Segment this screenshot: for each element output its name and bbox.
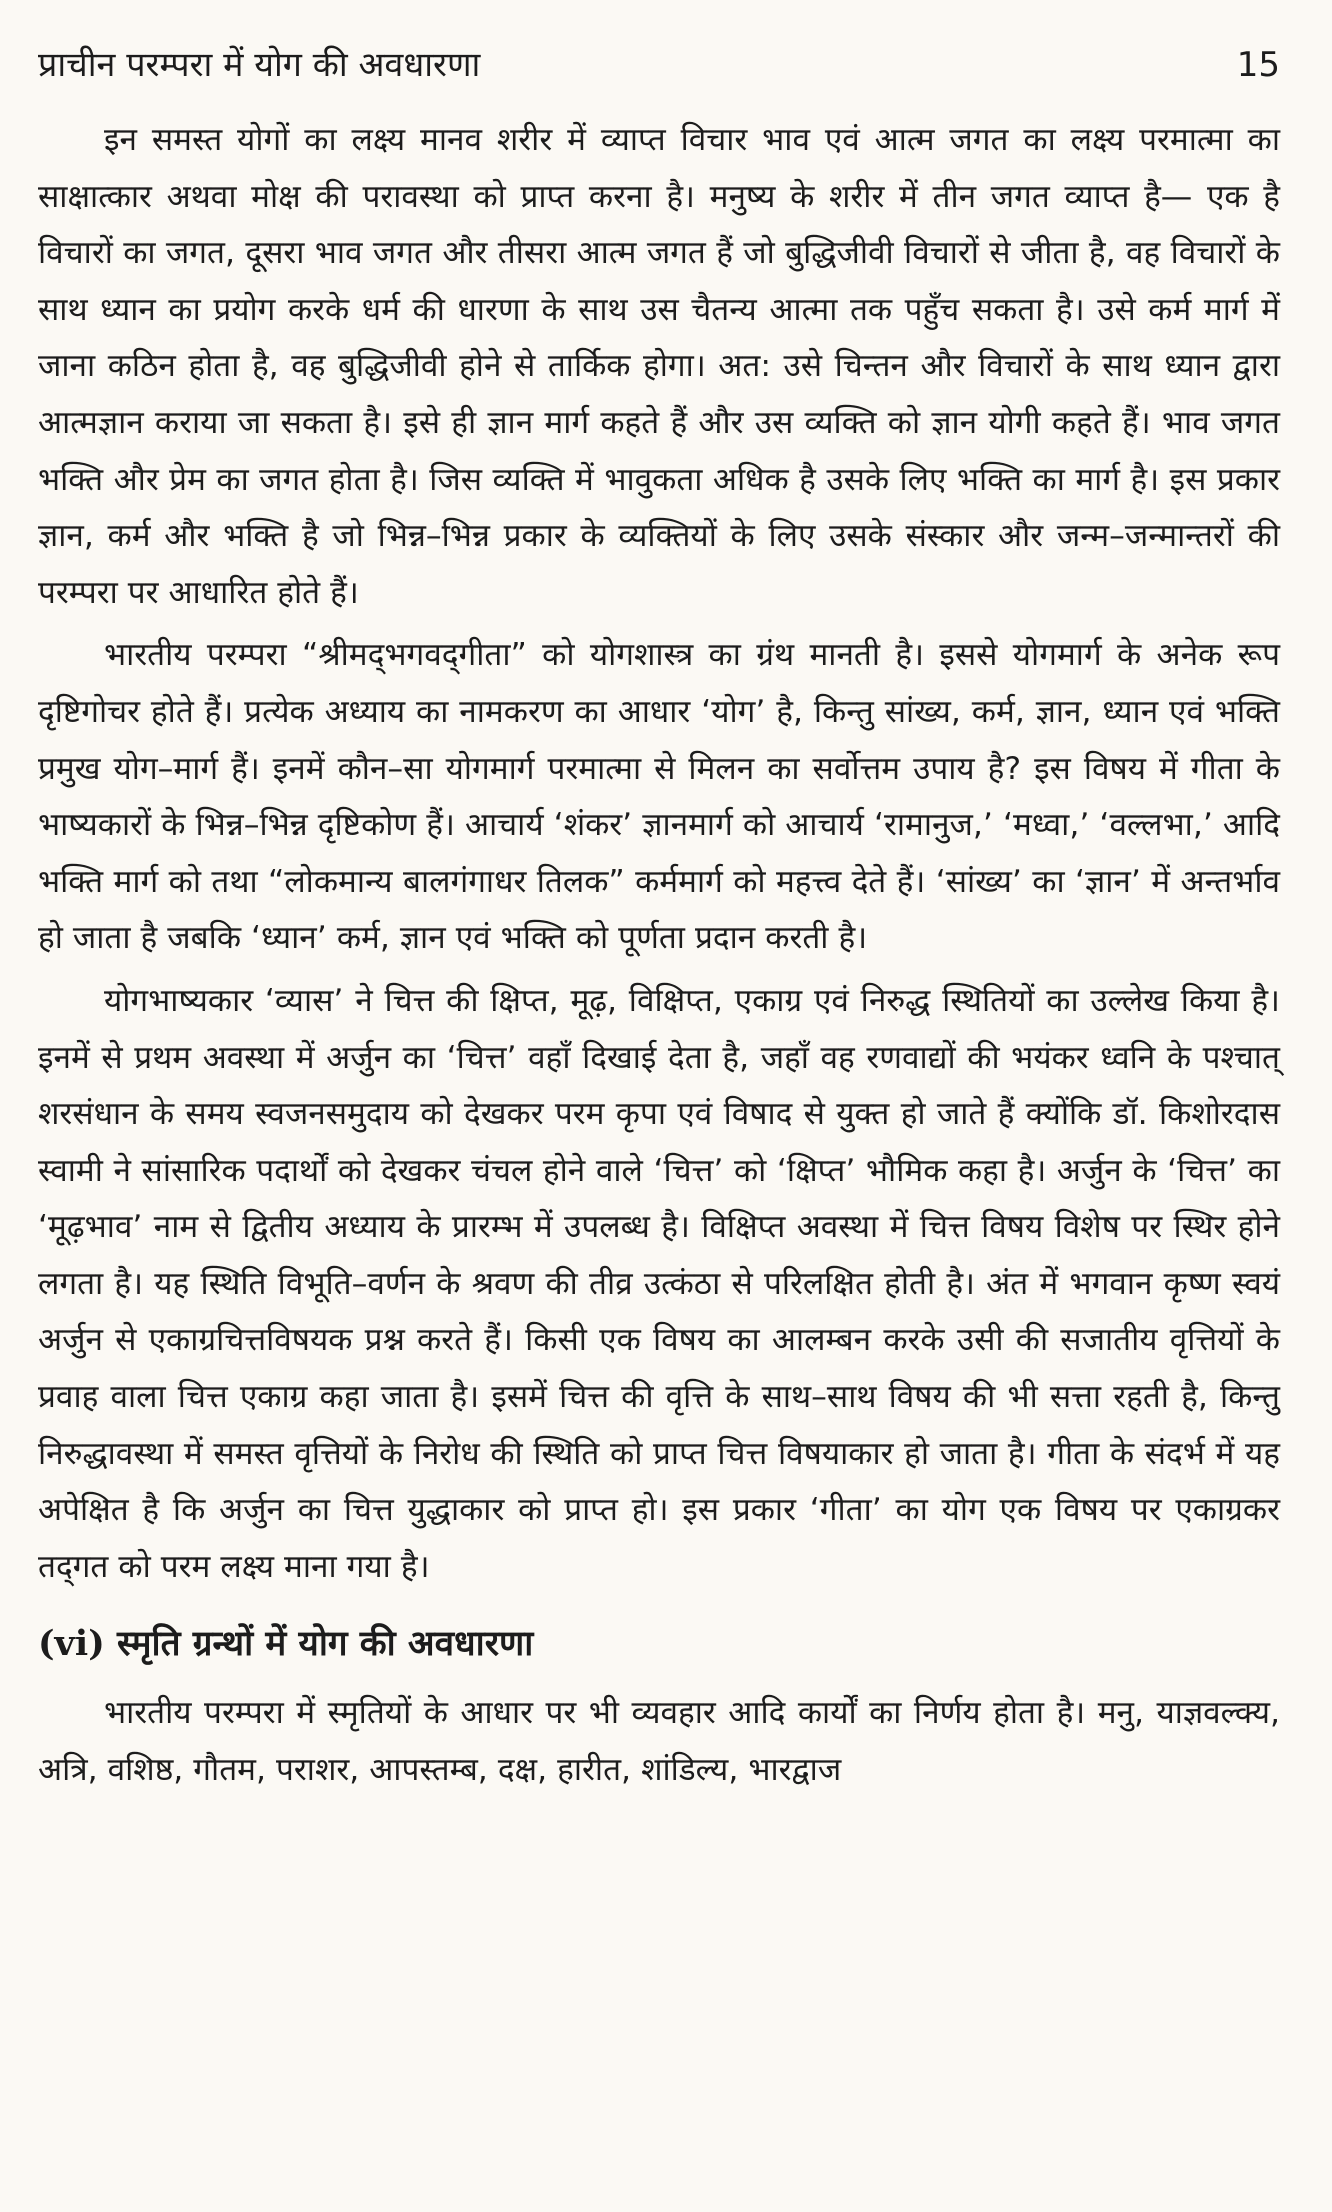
running-header-title: प्राचीन परम्परा में योग की अवधारणा bbox=[38, 45, 481, 85]
paragraph-smriti: भारतीय परम्परा में स्मृतियों के आधार पर भी व्यवहार आदि कार्यों का निर्णय होता है। मनु, याज्ञवल्क्य, अत्रि, वशिष्ठ, गौतम, पराशर, आपस्तम्ब, दक्ष, हारीत, शांडिल्य, भारद्वाज bbox=[38, 1695, 1280, 1789]
running-header bbox=[38, 40, 1280, 90]
page-number: 15 bbox=[1236, 45, 1280, 85]
paragraph-yoga-goal: इन समस्त योगों का लक्ष्य मानव शरीर में व्याप्त विचार भाव एवं आत्म जगत का लक्ष्य परमात्मा का साक्षात्कार अथवा मोक्ष की परावस्था को प्राप्त करना है। मनुष्य के शरीर में तीन जगत व्याप्त है— एक है विचारों का जगत, दूसरा भाव जगत और तीसरा आत्म जगत हैं जो बुद्धिजीवी विचारों से जीता है, वह विचारों के साथ ध्यान का प्रयोग करके धर्म की धारणा के साथ उस चैतन्य आत्मा तक पहुँच सकता है। उसे कर्म मार्ग में जाना कठिन होता है, वह बुद्धिजीवी होने से तार्किक होगा। अत: उसे चिन्तन और विचारों के साथ ध्यान द्वारा आत्मज्ञान कराया जा सकता है। इसे ही ज्ञान मार्ग कहते हैं और उस व्यक्ति को ज्ञान योगी कहते हैं। भाव जगत भक्ति और प्रेम का जगत होता है। जिस व्यक्ति में भावुकता अधिक है उसके लिए भक्ति का मार्ग है। इस प्रकार ज्ञान, कर्म और भक्ति है जो भिन्न–भिन्न प्रकार के व्यक्तियों के लिए उसके संस्कार और जन्म–जन्मान्तरों की परम्परा पर आधारित होते हैं। bbox=[38, 122, 1280, 611]
paragraph-chitta-states: योगभाष्यकार ‘व्यास’ ने चित्त की क्षिप्त, मूढ़, विक्षिप्त, एकाग्र एवं निरुद्ध स्थितियों का उल्लेख किया है। इनमें से प्रथम अवस्था में अर्जुन का ‘चित्त’ वहाँ दिखाई देता है, जहाँ वह रणवाद्यों की भयंकर ध्वनि के पश्चात् शरसंधान के समय स्वजनसमुदाय को देखकर परम कृपा एवं विषाद से युक्त हो जाते हैं क्योंकि डॉ. किशोरदास स्वामी ने सांसारिक पदार्थों को देखकर चंचल होने वाले ‘चित्त’ को ‘क्षिप्त’ भौमिक कहा है। अर्जुन के ‘चित्त’ का ‘मूढ़भाव’ नाम से द्वितीय अध्याय के प्रारम्भ में उपलब्ध है। विक्षिप्त अवस्था में चित्त विषय विशेष पर स्थिर होने लगता है। यह स्थिति विभूति–वर्णन के श्रवण की तीव्र उत्कंठा से परिलक्षित होती है। अंत में भगवान कृष्ण स्वयं अर्जुन से एकाग्रचित्तविषयक प्रश्न करते हैं। किसी एक विषय का आलम्बन करके उसी की सजातीय वृत्तियों के प्रवाह वाला चित्त एकाग्र कहा जाता है। इसमें चित्त की वृत्ति के साथ–साथ विषय की भी सत्ता रहती है, किन्तु निरुद्धावस्था में समस्त वृत्तियों के निरोध की स्थिति को प्राप्त चित्त विषयाकार हो जाता है। गीता के संदर्भ में यह अपेक्षित है कि अर्जुन का चित्त युद्धाकार को प्राप्त हो। इस प्रकार ‘गीता’ का योग एक विषय पर एकाग्रकर तद्‌गत को परम लक्ष्य माना गया है। bbox=[38, 982, 1280, 1585]
section-number: (vi) bbox=[38, 1623, 105, 1665]
paragraph-bhagavad-gita: भारतीय परम्परा “श्रीमद्‌भगवद्‌गीता” को योगशास्त्र का ग्रंथ मानती है। इससे योगमार्ग के अनेक रूप दृष्टिगोचर होते हैं। प्रत्येक अध्याय का नामकरण का आधार ‘योग’ है, किन्तु सांख्य, कर्म, ज्ञान, ध्यान एवं भक्ति प्रमुख योग–मार्ग हैं। इनमें कौन–सा योगमार्ग परमात्मा से मिलन का सर्वोत्तम उपाय है? इस विषय में गीता के भाष्यकारों के भिन्न–भिन्न दृष्टिकोण हैं। आचार्य ‘शंकर’ ज्ञानमार्ग को आचार्य ‘रामानुज,’ ‘मध्वा,’ ‘वल्लभा,’ आदि भक्ति मार्ग को तथा “लोकमान्य बालगंगाधर तिलक” कर्ममार्ग को महत्त्व देते हैं। ‘सांख्य’ का ‘ज्ञान’ में अन्तर्भाव हो जाता है जबकि ‘ध्यान’ कर्म, ज्ञान एवं भक्ति को पूर्णता प्रदान करती है। bbox=[38, 637, 1280, 957]
section-heading bbox=[38, 1613, 1280, 1675]
section-title: स्मृति ग्रन्थों में योग की अवधारणा bbox=[116, 1624, 534, 1665]
